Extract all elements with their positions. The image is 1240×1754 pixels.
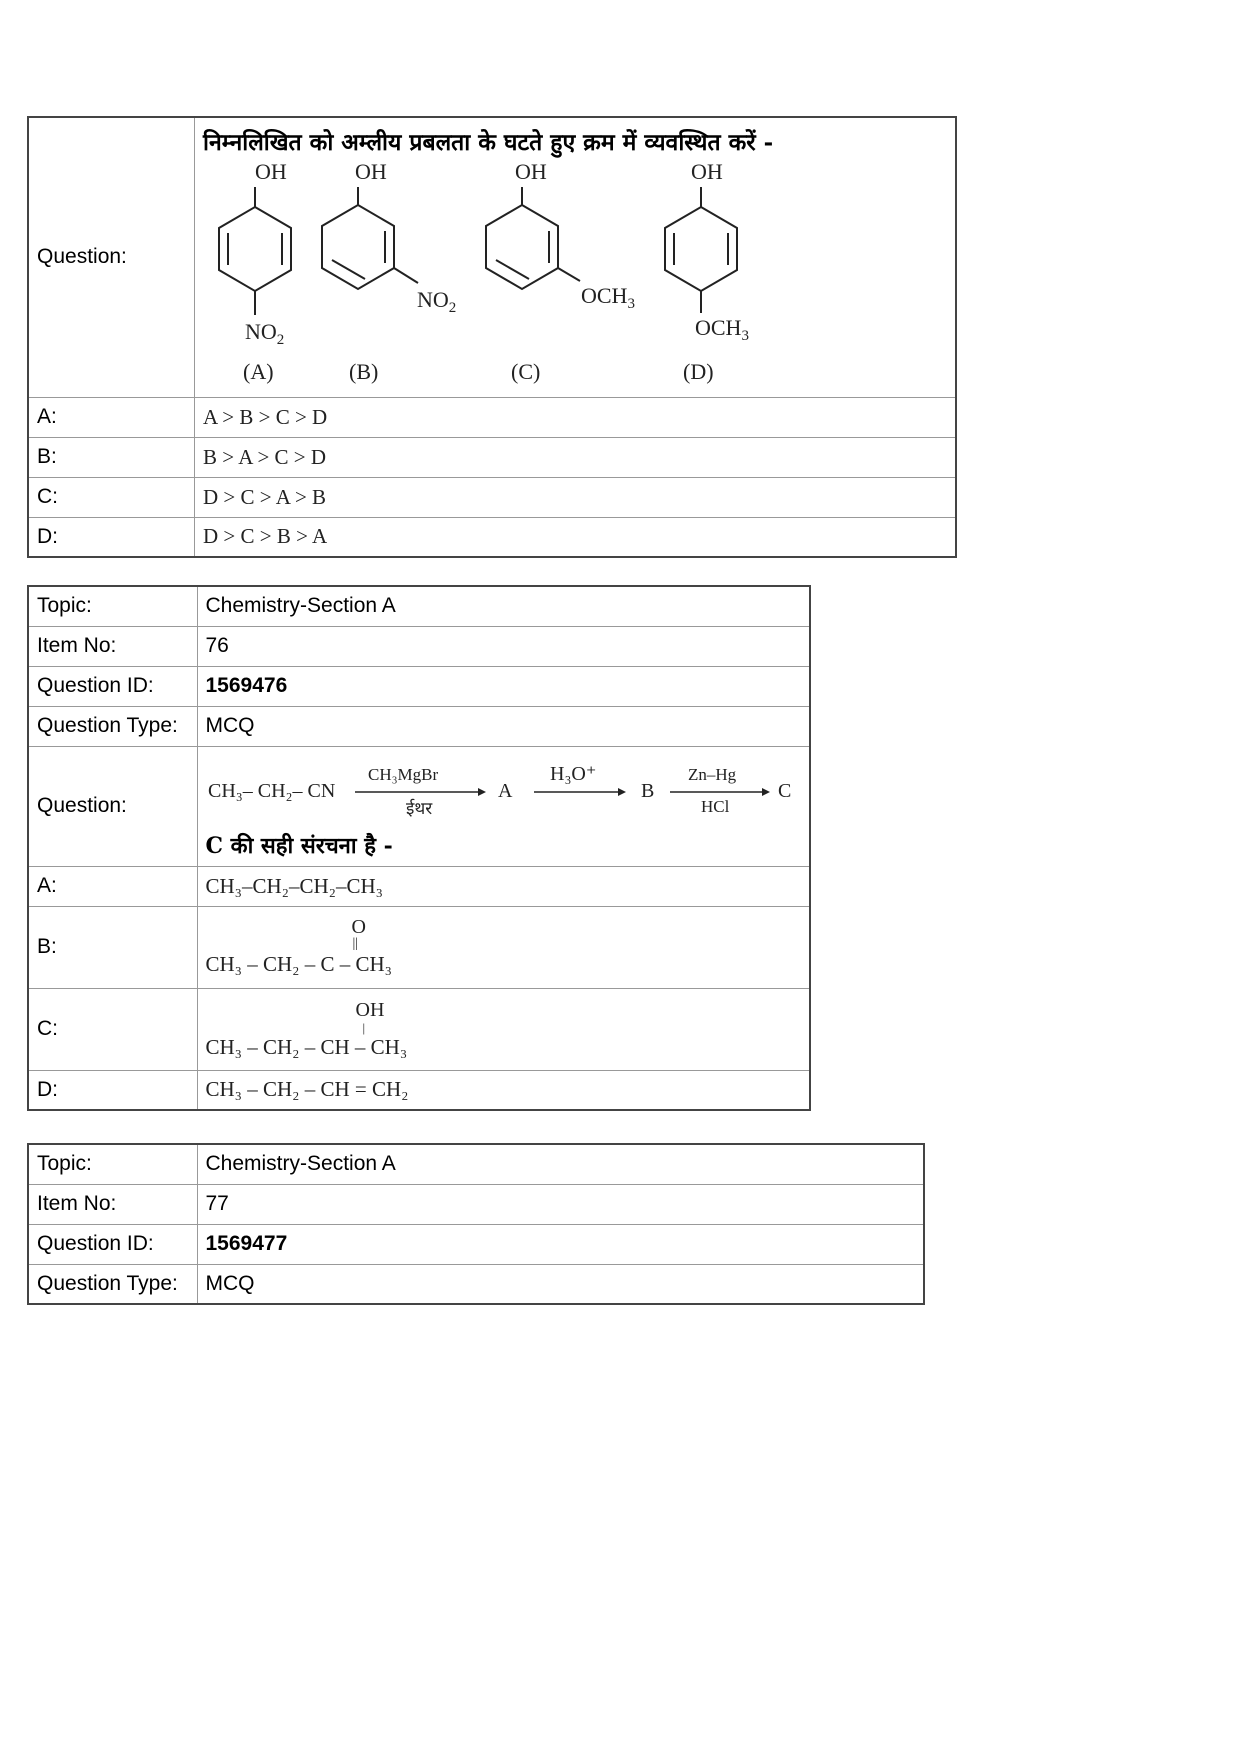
question-content bbox=[195, 117, 957, 397]
question-label: Question: bbox=[28, 117, 195, 397]
reagent1-top: CH₃MgBr bbox=[367, 765, 438, 784]
option-row bbox=[28, 437, 956, 477]
item-value: 76 bbox=[197, 626, 810, 666]
question-type-value: MCQ bbox=[197, 706, 810, 746]
option-value: B > A > C > D bbox=[195, 437, 957, 477]
structure-b-letter: (B) bbox=[349, 359, 379, 385]
option-row bbox=[28, 1070, 810, 1110]
structure-d-letter: (D) bbox=[683, 359, 714, 385]
meta-row bbox=[28, 1144, 924, 1184]
option-label: A: bbox=[28, 397, 195, 437]
question-id-value: 1569476 bbox=[197, 666, 810, 706]
option-value: D > C > A > B bbox=[195, 477, 957, 517]
svg-text:OCH3 bbox=[695, 315, 749, 344]
option-label: A: bbox=[28, 866, 197, 906]
question-text: निम्नलिखित को अम्लीय प्रबलता के घटते हुए क्रम में व्यवस्थित करें - bbox=[203, 129, 774, 157]
option-top: O bbox=[351, 916, 366, 938]
structure-b-sub: NO bbox=[417, 287, 449, 313]
svg-text:NO2 bbox=[245, 319, 284, 348]
item-value: 77 bbox=[197, 1184, 924, 1224]
option-row bbox=[28, 988, 810, 1070]
option-label: C: bbox=[28, 477, 195, 517]
option-value: CH₃–CH₂–CH₂–CH₃ bbox=[197, 866, 810, 906]
reagent2-top: H₃O⁺ bbox=[549, 763, 596, 785]
topic-label: Topic: bbox=[28, 586, 197, 626]
structure-b bbox=[322, 159, 456, 384]
meta-row bbox=[28, 1224, 924, 1264]
structure-a-sub: NO bbox=[245, 319, 277, 345]
option-row bbox=[28, 517, 956, 557]
structure-d-oh: OH bbox=[691, 159, 723, 185]
structure-a-sub-index: 2 bbox=[276, 332, 285, 349]
single-bond-mark: | bbox=[362, 1020, 366, 1035]
structure-b-sub-index: 2 bbox=[448, 300, 457, 317]
product-a: A bbox=[497, 780, 512, 802]
meta-row bbox=[28, 586, 810, 626]
structure-c-sub: OCH bbox=[581, 283, 628, 309]
question-type-value: MCQ bbox=[197, 1264, 924, 1304]
option-row bbox=[28, 397, 956, 437]
reagent3-bottom: HCl bbox=[700, 797, 729, 816]
question-table-75 bbox=[27, 116, 957, 558]
product-c: C bbox=[777, 780, 791, 802]
option-row bbox=[28, 866, 810, 906]
option-structure: CH₃ – CH₂ – CH – CH₃ bbox=[205, 1035, 408, 1059]
question-table-76 bbox=[27, 585, 811, 1111]
question-text: C की सही संरचना है - bbox=[205, 833, 393, 859]
meta-row bbox=[28, 706, 810, 746]
reagent3-top: Zn–Hg bbox=[687, 765, 736, 784]
structure-d-sub-index: 3 bbox=[741, 328, 749, 345]
structure-c-letter: (C) bbox=[511, 359, 541, 385]
option-value: CH₃ – CH₂ – CH = CH₂ bbox=[197, 1070, 810, 1110]
meta-row bbox=[28, 1184, 924, 1224]
reaction-start: CH₃– CH₂– CN bbox=[207, 780, 335, 802]
structure-d-sub: OCH bbox=[695, 315, 742, 341]
option-top: OH bbox=[355, 999, 385, 1021]
question-id-value: 1569477 bbox=[197, 1224, 924, 1264]
question-row bbox=[28, 117, 956, 397]
structure-c bbox=[486, 159, 635, 384]
question-id-label: Question ID: bbox=[28, 666, 197, 706]
reaction-scheme bbox=[198, 752, 798, 822]
question-type-label: Question Type: bbox=[28, 706, 197, 746]
item-label: Item No: bbox=[28, 626, 197, 666]
question-id-label: Question ID: bbox=[28, 1224, 197, 1264]
question-table-77 bbox=[27, 1143, 925, 1305]
option-label: D: bbox=[28, 1070, 197, 1110]
topic-value: Chemistry-Section A bbox=[197, 586, 810, 626]
option-row bbox=[28, 477, 956, 517]
option-value bbox=[197, 988, 810, 1070]
structure-a-letter: (A) bbox=[243, 359, 274, 385]
option-value bbox=[197, 906, 810, 988]
question-type-label: Question Type: bbox=[28, 1264, 197, 1304]
meta-row bbox=[28, 626, 810, 666]
svg-text:OCH3 bbox=[581, 283, 635, 312]
topic-value: Chemistry-Section A bbox=[197, 1144, 924, 1184]
question-row bbox=[28, 746, 810, 866]
structure-a-oh: OH bbox=[255, 159, 287, 185]
option-label: D: bbox=[28, 517, 195, 557]
item-label: Item No: bbox=[28, 1184, 197, 1224]
option-label: C: bbox=[28, 988, 197, 1070]
meta-row bbox=[28, 666, 810, 706]
double-bond-mark: || bbox=[352, 936, 359, 951]
option-label: B: bbox=[28, 437, 195, 477]
structure-c-oh: OH bbox=[515, 159, 547, 185]
option-row bbox=[28, 906, 810, 988]
topic-label: Topic: bbox=[28, 1144, 197, 1184]
structure-a bbox=[219, 159, 291, 384]
option-structure: CH₃ – CH₂ – C – CH₃ bbox=[205, 952, 392, 976]
question-label: Question: bbox=[28, 746, 197, 866]
option-value: A > B > C > D bbox=[195, 397, 957, 437]
structure-b-oh: OH bbox=[355, 159, 387, 185]
meta-row bbox=[28, 1264, 924, 1304]
reagent1-bottom: ईथर bbox=[405, 799, 432, 819]
structure-d bbox=[665, 159, 749, 384]
phenol-structures bbox=[195, 157, 955, 393]
product-b: B bbox=[640, 780, 654, 802]
option-label: B: bbox=[28, 906, 197, 988]
option-value: D > C > B > A bbox=[195, 517, 957, 557]
question-content bbox=[197, 746, 810, 866]
structure-c-sub-index: 3 bbox=[627, 296, 635, 313]
svg-text:NO2 bbox=[417, 287, 456, 316]
